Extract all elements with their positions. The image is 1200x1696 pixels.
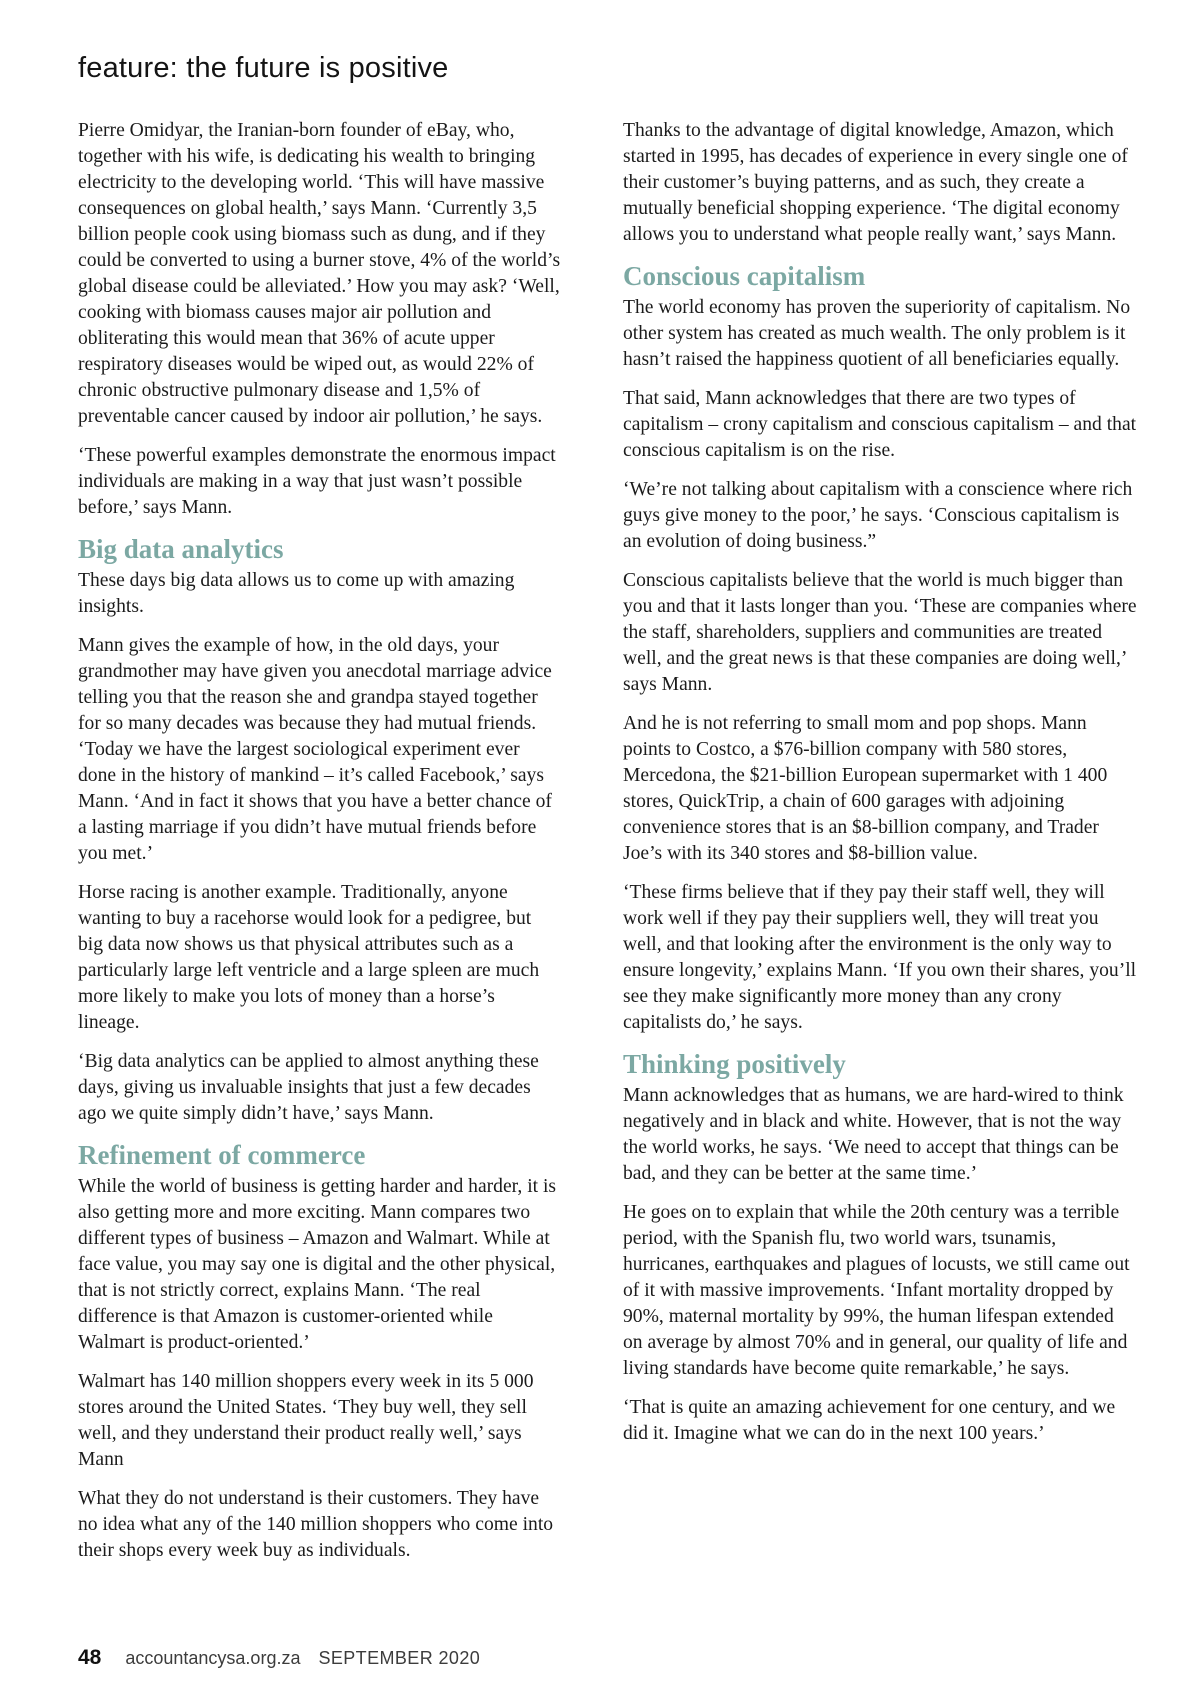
section-heading: Conscious capitalism <box>623 261 866 291</box>
footer-website: accountancysa.org.za <box>125 1648 301 1668</box>
section-heading: Thinking positively <box>623 1049 846 1079</box>
section-heading: Big data analytics <box>78 534 284 564</box>
left-column <box>78 118 561 1577</box>
body-paragraph: ‘We’re not talking about capitalism with a conscience where rich guys give money to the poor,’ he says. ‘Conscious capitalism is an evolution of doing business.” <box>623 479 1133 552</box>
body-paragraph: Walmart has 140 million shoppers every week in its 5 000 stores around the United States. ‘They buy well, they sell well, and they understand their product really well,’ says Mann <box>78 1371 534 1470</box>
body-paragraph: Conscious capitalists believe that the world is much bigger than you and that it lasts longer than you. ‘These are companies where the staff, shareholders, suppliers and communities are treated well, and the great news is that these companies are doing well,’ says Mann. <box>623 570 1137 695</box>
body-paragraph: What they do not understand is their customers. They have no idea what any of the 140 million shoppers who come into their shops every week buy as individuals. <box>78 1488 554 1561</box>
body-paragraph: He goes on to explain that while the 20th century was a terrible period, with the Spanish flu, two world wars, tsunamis, hurricanes, earthquakes and plagues of locusts, we still came out of it with massive improvements. ‘Infant mortality dropped by 90%, maternal mortality by 99%, the human lifespan extended on average by almost 70% and in general, our quality of life and living standards have become quite remarkable,’ he says. <box>623 1202 1130 1379</box>
page-kicker: feature: the future is positive <box>78 52 449 84</box>
section-heading: Refinement of commerce <box>78 1140 366 1170</box>
body-paragraph: ‘These powerful examples demonstrate the enormous impact individuals are making in a way that just wasn’t possible before,’ says Mann. <box>78 445 556 518</box>
body-paragraph: ‘Big data analytics can be applied to almost anything these days, giving us invaluable insights that just a few decades ago we quite simply didn’t have,’ says Mann. <box>78 1051 539 1124</box>
body-paragraph: ‘That is quite an amazing achievement for one century, and we did it. Imagine what we can do in the next 100 years.’ <box>623 1397 1116 1444</box>
body-paragraph: Horse racing is another example. Traditionally, anyone wanting to buy a racehorse would look for a pedigree, but big data now shows us that physical attributes such as a particularly large left ventricle and a large spleen are much more likely to make you lots of money than a horse’s lineage. <box>78 882 540 1033</box>
body-paragraph: Thanks to the advantage of digital knowledge, Amazon, which started in 1995, has decades of experience in every single one of their customer’s buying patterns, and as such, they create a mutually beneficial shopping experience. ‘The digital economy allows you to understand what people really want,’ says Mann. <box>623 120 1128 245</box>
right-column <box>623 118 1138 1577</box>
body-paragraph: Mann gives the example of how, in the old days, your grandmother may have given you anecdotal marriage advice telling you that the reason she and grandpa stayed together for so many decades was because they had mutual friends. ‘Today we have the largest sociological experiment ever done in the history of mankind – it’s called Facebook,’ says Mann. ‘And in fact it shows that you have a better chance of a lasting marriage if you didn’t have mutual friends before you met.’ <box>78 635 552 864</box>
body-paragraph: While the world of business is getting harder and harder, it is also getting more and more exciting. Mann compares two different types of business – Amazon and Walmart. While at face value, you may say one is digital and the other physical, that is not strictly correct, explains Mann. ‘The real difference is that Amazon is customer-oriented while Walmart is product-oriented.’ <box>78 1176 557 1353</box>
body-paragraph: Pierre Omidyar, the Iranian-born founder of eBay, who, together with his wife, is dedicating his wealth to bringing electricity to the developing world. ‘This will have massive consequences on global health,’ says Mann. ‘Currently 3,5 billion people cook using biomass such as dung, and if they could be converted to using a burner stove, 4% of the world’s global disease could be alleviated.’ How you may ask? ‘Well, cooking with biomass causes major air pollution and obliterating this would mean that 36% of acute upper respiratory diseases would be wiped out, as would 22% of chronic obstructive pulmonary disease and 1,5% of preventable cancer caused by indoor air pollution,’ he says. <box>78 120 561 427</box>
body-paragraph: Mann acknowledges that as humans, we are hard-wired to think negatively and in black and white. However, that is not the way the world works, he says. ‘We need to accept that things can be bad, and they can be better at the same time.’ <box>623 1085 1124 1184</box>
body-paragraph: That said, Mann acknowledges that there are two types of capitalism – crony capitalism and conscious capitalism – and that conscious capitalism is on the rise. <box>623 388 1137 461</box>
body-paragraph: These days big data allows us to come up with amazing insights. <box>78 570 515 617</box>
article-columns <box>78 118 1136 1577</box>
body-paragraph: ‘These firms believe that if they pay their staff well, they will work well if they pay their suppliers well, they will treat you well, and that looking after the environment is the only way to ensure longevity,’ explains Mann. ‘If you own their shares, you’ll see they make significantly more money than any crony capitalists do,’ he says. <box>623 882 1137 1033</box>
body-paragraph: And he is not referring to small mom and pop shops. Mann points to Costco, a $76-billion company with 580 stores, Mercedona, the $21-billion European supermarket with 1 400 stores, QuickTrip, a chain of 600 garages with adjoining convenience stores that is an $8-billion company, and Trader Joe’s with its 340 stores and $8-billion value. <box>623 713 1108 864</box>
page-footer <box>78 1646 480 1670</box>
page-number: 48 <box>78 1646 102 1669</box>
footer-issue-date: SEPTEMBER 2020 <box>318 1648 481 1668</box>
body-paragraph: The world economy has proven the superiority of capitalism. No other system has created as much wealth. The only problem is it hasn’t raised the happiness quotient of all beneficiaries equally. <box>623 297 1131 370</box>
